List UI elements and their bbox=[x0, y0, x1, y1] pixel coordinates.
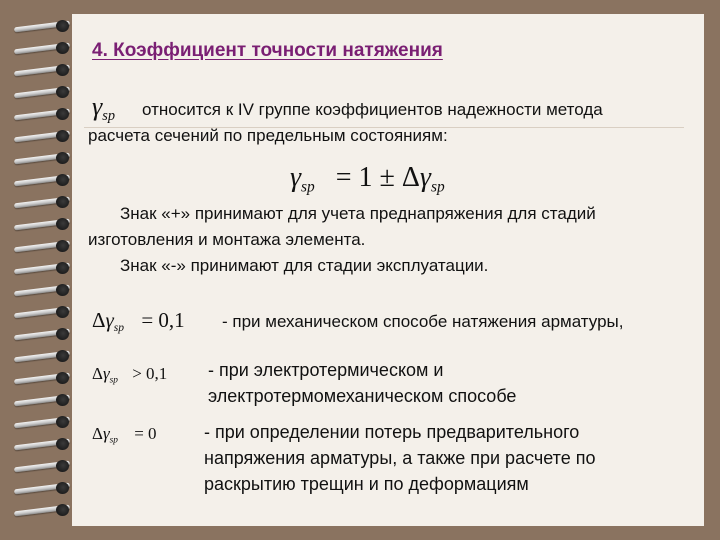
case-2-desc-2: электротермомеханическом способе bbox=[208, 386, 517, 406]
case-2-gamma: γ bbox=[102, 364, 110, 383]
gamma-subscript: sp bbox=[102, 108, 115, 124]
binding-hole bbox=[56, 218, 69, 230]
case-3-desc-3: раскрытию трещин и по деформациям bbox=[204, 474, 529, 494]
binding-ring-icon bbox=[8, 372, 74, 384]
binding-ring-icon bbox=[8, 86, 74, 98]
binding-hole bbox=[56, 504, 69, 516]
binding-hole bbox=[56, 262, 69, 274]
binding-hole bbox=[56, 20, 69, 32]
binding-hole bbox=[56, 482, 69, 494]
binding-hole bbox=[56, 152, 69, 164]
binding-ring-icon bbox=[8, 130, 74, 142]
case-3-desc-2: напряжения арматуры, а также при расчете по bbox=[204, 448, 596, 468]
binding-ring-icon bbox=[8, 196, 74, 208]
binding-hole bbox=[56, 306, 69, 318]
binding-ring-icon bbox=[8, 438, 74, 450]
binding-ring-icon bbox=[8, 218, 74, 230]
main-formula bbox=[290, 162, 445, 196]
binding-hole bbox=[56, 174, 69, 186]
case-1-sub: sp bbox=[113, 322, 125, 335]
binding-ring-icon bbox=[8, 350, 74, 362]
binding-hole bbox=[56, 130, 69, 142]
formula-gamma: γ bbox=[290, 162, 302, 193]
intro-gamma-symbol bbox=[92, 92, 115, 125]
sign-minus-line: Знак «-» принимают для стадии эксплуатации. bbox=[120, 256, 489, 275]
case-3-sub: sp bbox=[109, 435, 118, 446]
binding-ring-icon bbox=[8, 306, 74, 318]
case-3-desc-1: - при определении потерь предварительного bbox=[204, 422, 580, 442]
slide-title: 4. Коэффициент точности натяжения bbox=[92, 40, 443, 61]
binding-hole bbox=[56, 64, 69, 76]
binding-ring-icon bbox=[8, 284, 74, 296]
gamma-glyph: γ bbox=[92, 92, 103, 121]
binding-ring-icon bbox=[8, 394, 74, 406]
intro-line-1: относится к IV группе коэффициентов надежности метода bbox=[142, 100, 603, 119]
formula-equals: = 1 ± Δ bbox=[335, 162, 420, 193]
binding-ring-icon bbox=[8, 20, 74, 32]
binding-ring-icon bbox=[8, 152, 74, 164]
binding-hole bbox=[56, 108, 69, 120]
binding-ring-icon bbox=[8, 328, 74, 340]
binding-hole bbox=[56, 416, 69, 428]
case-2-desc-1: - при электротермическом и bbox=[208, 360, 444, 380]
case-2-sub: sp bbox=[109, 375, 118, 386]
case-2-formula bbox=[92, 364, 167, 385]
binding-hole bbox=[56, 284, 69, 296]
case-3-relation: = 0 bbox=[134, 424, 157, 443]
sign-plus-line-1: Знак «+» принимают для учета преднапряжения для стадий bbox=[120, 204, 596, 223]
binding-hole bbox=[56, 394, 69, 406]
binding-hole bbox=[56, 460, 69, 472]
binding-hole bbox=[56, 438, 69, 450]
binding-ring-icon bbox=[8, 460, 74, 472]
binding-hole bbox=[56, 328, 69, 340]
binding-hole bbox=[56, 240, 69, 252]
case-3-formula bbox=[92, 424, 157, 445]
binding-hole bbox=[56, 86, 69, 98]
case-1-relation: = 0,1 bbox=[141, 308, 185, 332]
case-1-formula bbox=[92, 308, 185, 334]
case-1-desc-1: - при механическом способе натяжения арматуры, bbox=[222, 312, 624, 331]
formula-sub-2: sp bbox=[430, 178, 445, 196]
binding-hole bbox=[56, 196, 69, 208]
formula-gamma-2: γ bbox=[419, 162, 431, 193]
binding-ring-icon bbox=[8, 64, 74, 76]
formula-sub-1: sp bbox=[301, 178, 315, 196]
case-3-gamma: γ bbox=[102, 424, 110, 443]
binding-ring-icon bbox=[8, 416, 74, 428]
binding-hole bbox=[56, 350, 69, 362]
intro-line-2: расчета сечений по предельным состояниям: bbox=[88, 126, 448, 145]
binding-ring-icon bbox=[8, 504, 74, 516]
sign-plus-line-2: изготовления и монтажа элемента. bbox=[88, 230, 366, 249]
binding-ring-icon bbox=[8, 108, 74, 120]
case-2-delta: Δ bbox=[92, 364, 103, 383]
case-3-delta: Δ bbox=[92, 424, 103, 443]
binding-ring-icon bbox=[8, 262, 74, 274]
binding-hole bbox=[56, 372, 69, 384]
case-1-gamma: γ bbox=[105, 308, 114, 332]
binding-ring-icon bbox=[8, 42, 74, 54]
binding-ring-icon bbox=[8, 240, 74, 252]
case-2-relation: > 0,1 bbox=[132, 364, 168, 383]
binding-ring-icon bbox=[8, 482, 74, 494]
binding-ring-icon bbox=[8, 174, 74, 186]
binding-hole bbox=[56, 42, 69, 54]
case-1-delta: Δ bbox=[92, 308, 106, 332]
